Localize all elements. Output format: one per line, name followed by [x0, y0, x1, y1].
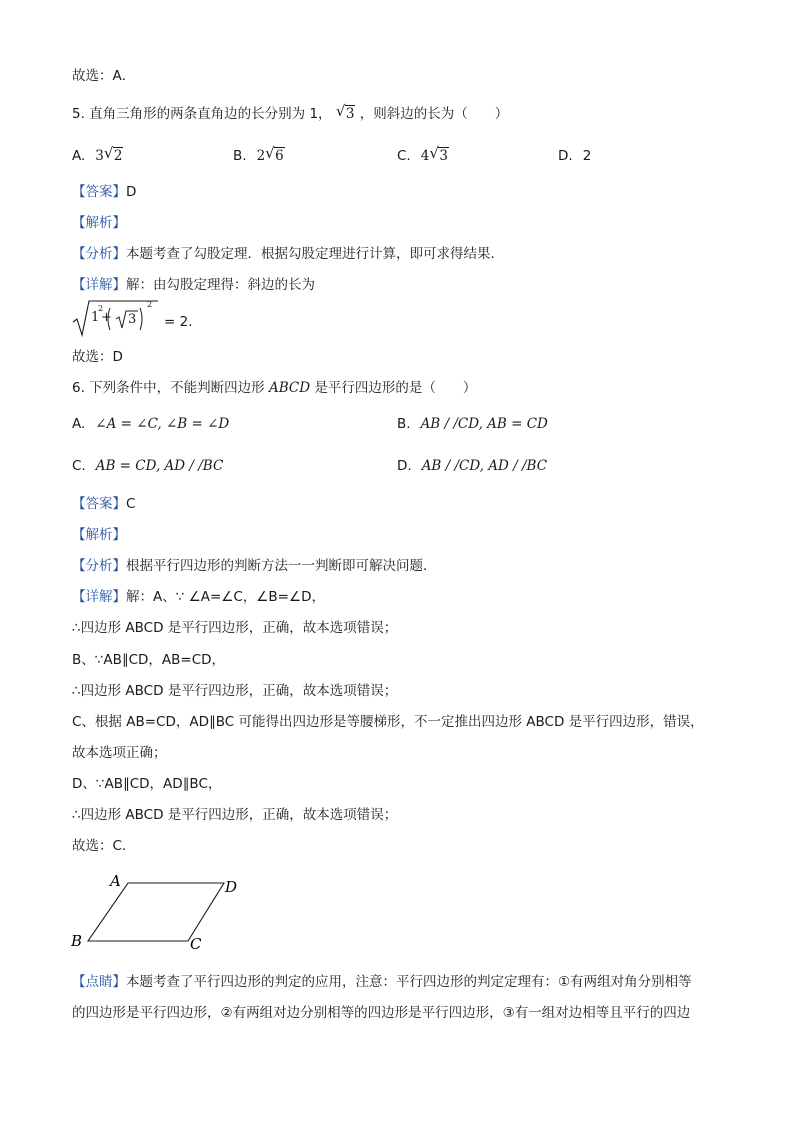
vertex-label-b: B [71, 932, 83, 950]
q5-analysis-tag: 【解析】 [72, 215, 126, 231]
q5-fenxi: 【分析】本题考查了勾股定理．根据勾股定理进行计算，即可求得结果． [72, 246, 504, 262]
q6-xiangjie: 【详解】解：A、∵ ∠A=∠C，∠B=∠D， [72, 589, 325, 605]
q5-option-a: A. 3 √ 2 [72, 144, 123, 164]
q6-dianjing: 【点睛】本题考查了平行四边形的判定的应用，注意：平行四边形的判定定理有：①有两组对角分别相等 [72, 974, 692, 990]
q6-stem: 6. 下列条件中，不能判断四边形 ABCD 是平行四边形的是（ ） [72, 380, 477, 396]
q6-answer: 【答案】C [72, 496, 136, 512]
vertex-label-d: D [225, 878, 238, 896]
parallelogram-shape [88, 883, 224, 941]
q6-fenxi: 【分析】根据平行四边形的判断方法一一判断即可解决问题． [72, 558, 437, 574]
q6-option-b: B. AB / /CD, AB = CD [397, 416, 548, 432]
q5-xiangjie: 【详解】解：由勾股定理得：斜边的长为 [72, 277, 315, 293]
q5-stem-end: ，则斜边的长为（ ） [359, 106, 509, 122]
q6-option-d: D. AB / /CD, AD / /BC [397, 458, 548, 474]
q5-option-d: D. 2 [558, 148, 592, 164]
q6-dianjing-cont: 的四边形是平行四边形，②有两组对边分别相等的四边形是平行四边形，③有一组对边相等且平行的四边 [72, 1005, 691, 1021]
q5-stem-sqrt: √ 3 [335, 102, 355, 122]
q5-formula: 1 2 + 3 2 = 2． [72, 298, 232, 338]
q6-option-c: C. AB = CD, AD / /BC [72, 458, 224, 474]
q5-stem-text: 5. 直角三角形的两条直角边的长分别为 1， [72, 106, 332, 122]
q6-detail-line: ∴四边形 ABCD 是平行四边形，正确，故本选项错误； [72, 620, 398, 636]
q6-detail-line: C、根据 AB=CD，AD∥BC 可能得出四边形是等腰梯形，不一定推出四边形 ABCD 是平行四边形，错误， [72, 714, 704, 730]
vertex-label-a: A [110, 872, 121, 890]
answer-tag: 【答案】 [72, 184, 126, 200]
q6-detail-line: B、∵AB∥CD，AB=CD， [72, 652, 226, 668]
q6-option-a: A. ∠A = ∠C, ∠B = ∠D [72, 416, 230, 432]
q5-conclusion: 故选：D [72, 349, 123, 365]
q4-conclusion: 故选：A． [72, 68, 136, 84]
q6-detail-line: D、∵AB∥CD，AD∥BC， [72, 776, 222, 792]
q6-detail-line: ∴四边形 ABCD 是平行四边形，正确，故本选项错误； [72, 807, 398, 823]
q5-option-c: C. 4 √ 3 [397, 144, 448, 164]
q5-answer-value: D [126, 184, 137, 200]
q6-detail-line: 故本选项正确； [72, 745, 167, 761]
q6-analysis-tag: 【解析】 [72, 527, 126, 543]
vertex-label-c: C [190, 935, 202, 953]
q6-detail-line: ∴四边形 ABCD 是平行四边形，正确，故本选项错误； [72, 683, 398, 699]
q6-conclusion: 故选：C． [72, 838, 136, 854]
q5-answer [72, 182, 136, 202]
parallelogram-figure [66, 868, 256, 958]
q6-answer-value: C [126, 496, 136, 512]
q5-option-b: B. 2 √ 6 [233, 144, 284, 164]
q5-stem [72, 104, 508, 124]
